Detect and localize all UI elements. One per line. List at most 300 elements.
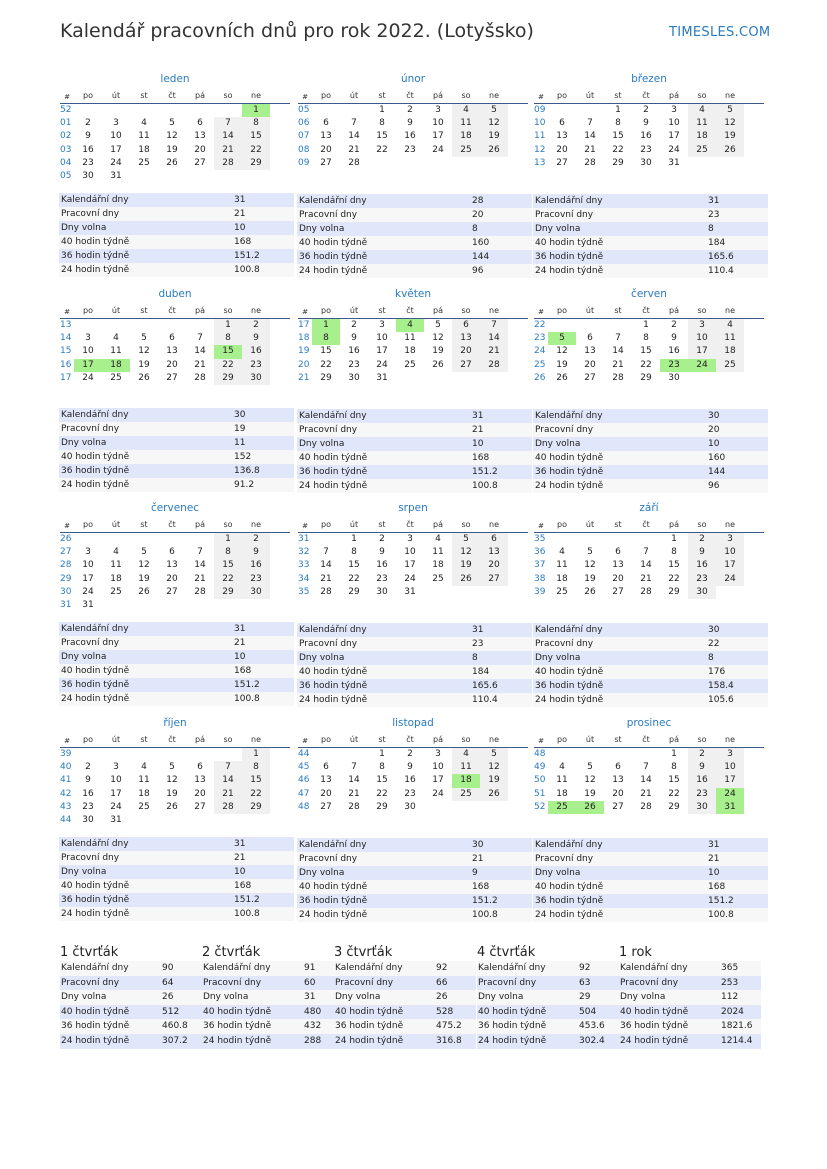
day-cell[interactable] — [604, 533, 632, 546]
day-cell[interactable]: 17 — [376, 346, 388, 357]
day-cell[interactable] — [242, 170, 270, 183]
day-cell[interactable]: 8 — [242, 761, 270, 774]
day-cell[interactable]: 24 — [110, 157, 122, 168]
day-cell[interactable]: 1 — [312, 319, 340, 332]
day-cell[interactable]: 19 — [452, 559, 480, 572]
day-cell[interactable] — [632, 533, 660, 546]
day-cell[interactable]: 21 — [194, 359, 206, 370]
day-cell[interactable]: 5 — [141, 333, 147, 344]
day-cell[interactable]: 12 — [138, 560, 150, 571]
day-cell[interactable] — [452, 586, 480, 599]
day-cell[interactable] — [548, 533, 576, 546]
day-cell[interactable] — [396, 157, 424, 170]
day-cell[interactable]: 19 — [166, 788, 178, 799]
day-cell[interactable]: 8 — [643, 333, 649, 344]
day-cell[interactable]: 10 — [716, 761, 744, 774]
day-cell[interactable]: 22 — [242, 788, 270, 801]
day-cell[interactable]: 16 — [404, 131, 416, 142]
day-cell[interactable]: 13 — [480, 546, 508, 559]
day-cell[interactable]: 3 — [85, 547, 91, 558]
day-cell[interactable] — [452, 157, 480, 170]
day-cell[interactable]: 29 — [668, 801, 680, 812]
day-cell[interactable]: 12 — [452, 546, 480, 559]
day-cell[interactable]: 12 — [480, 761, 508, 774]
day-cell[interactable]: 3 — [671, 105, 677, 115]
day-cell[interactable]: 10 — [110, 131, 122, 142]
day-cell[interactable]: 10 — [404, 547, 416, 558]
day-cell[interactable]: 21 — [214, 144, 242, 157]
day-cell[interactable] — [130, 748, 158, 761]
day-cell[interactable]: 17 — [82, 573, 94, 584]
day-cell[interactable]: 12 — [584, 775, 596, 786]
day-cell[interactable]: 8 — [671, 547, 677, 558]
day-cell[interactable]: 21 — [640, 788, 652, 799]
day-cell[interactable]: 30 — [242, 372, 270, 385]
day-cell[interactable]: 22 — [376, 144, 388, 155]
day-cell[interactable] — [158, 533, 186, 546]
day-cell[interactable]: 16 — [82, 788, 94, 799]
day-cell[interactable]: 3 — [716, 748, 744, 761]
day-cell[interactable]: 17 — [432, 775, 444, 786]
day-cell[interactable]: 27 — [194, 801, 206, 812]
day-cell[interactable]: 17 — [74, 359, 102, 372]
day-cell[interactable]: 18 — [688, 130, 716, 143]
day-cell[interactable]: 30 — [242, 586, 270, 599]
day-cell[interactable] — [548, 748, 576, 761]
day-cell[interactable] — [74, 748, 102, 761]
day-cell[interactable]: 21 — [348, 788, 360, 799]
day-cell[interactable]: 20 — [166, 573, 178, 584]
day-cell[interactable]: 23 — [82, 801, 94, 812]
day-cell[interactable] — [242, 599, 270, 612]
day-cell[interactable] — [340, 104, 368, 117]
day-cell[interactable]: 26 — [480, 788, 508, 801]
day-cell[interactable]: 23 — [688, 573, 716, 586]
day-cell[interactable]: 8 — [312, 332, 340, 345]
day-cell[interactable]: 24 — [432, 788, 444, 799]
day-cell[interactable]: 19 — [138, 573, 150, 584]
day-cell[interactable]: 11 — [452, 117, 480, 130]
day-cell[interactable]: 16 — [348, 346, 360, 357]
day-cell[interactable]: 29 — [214, 372, 242, 385]
day-cell[interactable]: 26 — [584, 586, 596, 597]
day-cell[interactable]: 7 — [323, 547, 329, 558]
day-cell[interactable]: 1 — [671, 749, 677, 759]
day-cell[interactable]: 16 — [640, 131, 652, 142]
day-cell[interactable] — [312, 748, 340, 761]
day-cell[interactable]: 28 — [640, 586, 652, 597]
day-cell[interactable]: 13 — [166, 346, 178, 357]
day-cell[interactable]: 18 — [556, 573, 568, 584]
day-cell[interactable]: 14 — [640, 775, 652, 786]
day-cell[interactable] — [576, 104, 604, 117]
day-cell[interactable]: 22 — [320, 359, 332, 370]
day-cell[interactable]: 23 — [376, 573, 388, 584]
day-cell[interactable]: 2 — [407, 105, 413, 115]
day-cell[interactable]: 20 — [166, 359, 178, 370]
day-cell[interactable]: 6 — [452, 319, 480, 332]
day-cell[interactable]: 27 — [452, 359, 480, 372]
day-cell[interactable]: 6 — [197, 762, 203, 773]
day-cell[interactable]: 17 — [404, 560, 416, 571]
day-cell[interactable]: 28 — [348, 157, 360, 168]
day-cell[interactable]: 17 — [432, 131, 444, 142]
day-cell[interactable]: 5 — [169, 118, 175, 129]
day-cell[interactable] — [130, 599, 158, 612]
day-cell[interactable]: 10 — [432, 762, 444, 773]
day-cell[interactable] — [576, 533, 604, 546]
day-cell[interactable]: 18 — [452, 130, 480, 143]
day-cell[interactable]: 6 — [480, 533, 508, 546]
day-cell[interactable]: 1 — [214, 319, 242, 332]
day-cell[interactable]: 5 — [587, 547, 593, 558]
day-cell[interactable]: 20 — [612, 573, 624, 584]
day-cell[interactable]: 24 — [376, 359, 388, 370]
day-cell[interactable]: 25 — [716, 359, 744, 372]
day-cell[interactable]: 11 — [688, 117, 716, 130]
day-cell[interactable]: 30 — [404, 801, 416, 812]
day-cell[interactable]: 10 — [716, 546, 744, 559]
day-cell[interactable]: 14 — [194, 346, 206, 357]
day-cell[interactable]: 2 — [242, 319, 270, 332]
day-cell[interactable]: 20 — [194, 144, 206, 155]
day-cell[interactable] — [186, 104, 214, 117]
day-cell[interactable] — [424, 586, 452, 599]
day-cell[interactable] — [576, 748, 604, 761]
day-cell[interactable]: 5 — [548, 332, 576, 345]
day-cell[interactable]: 13 — [584, 346, 596, 357]
day-cell[interactable]: 22 — [348, 573, 360, 584]
day-cell[interactable]: 30 — [688, 586, 716, 599]
day-cell[interactable]: 8 — [242, 117, 270, 130]
day-cell[interactable]: 27 — [612, 586, 624, 597]
day-cell[interactable]: 3 — [113, 118, 119, 129]
day-cell[interactable] — [368, 157, 396, 170]
day-cell[interactable]: 19 — [480, 130, 508, 143]
day-cell[interactable]: 7 — [197, 333, 203, 344]
day-cell[interactable]: 13 — [320, 131, 332, 142]
day-cell[interactable]: 2 — [351, 320, 357, 330]
day-cell[interactable] — [158, 814, 186, 827]
day-cell[interactable]: 13 — [556, 131, 568, 142]
day-cell[interactable] — [158, 104, 186, 117]
day-cell[interactable]: 18 — [716, 345, 744, 358]
day-cell[interactable]: 19 — [716, 130, 744, 143]
day-cell[interactable] — [102, 599, 130, 612]
day-cell[interactable]: 17 — [668, 131, 680, 142]
day-cell[interactable]: 6 — [615, 547, 621, 558]
day-cell[interactable]: 27 — [166, 586, 178, 597]
day-cell[interactable]: 9 — [671, 333, 677, 344]
day-cell[interactable]: 28 — [194, 372, 206, 383]
day-cell[interactable]: 15 — [242, 774, 270, 787]
day-cell[interactable]: 23 — [82, 157, 94, 168]
day-cell[interactable]: 10 — [376, 333, 388, 344]
day-cell[interactable]: 20 — [612, 788, 624, 799]
day-cell[interactable]: 13 — [612, 560, 624, 571]
day-cell[interactable]: 25 — [110, 586, 122, 597]
day-cell[interactable]: 18 — [404, 346, 416, 357]
day-cell[interactable]: 10 — [668, 118, 680, 129]
day-cell[interactable]: 5 — [452, 533, 480, 546]
day-cell[interactable]: 4 — [559, 547, 565, 558]
day-cell[interactable]: 18 — [138, 788, 150, 799]
day-cell[interactable]: 26 — [432, 359, 444, 370]
day-cell[interactable]: 7 — [587, 118, 593, 129]
day-cell[interactable]: 6 — [323, 762, 329, 773]
day-cell[interactable]: 29 — [242, 801, 270, 814]
day-cell[interactable] — [102, 104, 130, 117]
day-cell[interactable]: 15 — [348, 560, 360, 571]
day-cell[interactable]: 21 — [194, 573, 206, 584]
day-cell[interactable]: 3 — [113, 762, 119, 773]
day-cell[interactable]: 22 — [376, 788, 388, 799]
day-cell[interactable]: 4 — [716, 319, 744, 332]
day-cell[interactable]: 16 — [668, 346, 680, 357]
day-cell[interactable]: 24 — [432, 144, 444, 155]
day-cell[interactable]: 14 — [214, 774, 242, 787]
day-cell[interactable]: 12 — [480, 117, 508, 130]
day-cell[interactable]: 26 — [138, 372, 150, 383]
day-cell[interactable]: 1 — [351, 534, 357, 544]
day-cell[interactable]: 23 — [242, 359, 270, 372]
day-cell[interactable]: 21 — [612, 359, 624, 370]
day-cell[interactable]: 21 — [348, 144, 360, 155]
day-cell[interactable]: 25 — [556, 586, 568, 597]
day-cell[interactable]: 24 — [404, 573, 416, 584]
day-cell[interactable] — [688, 372, 716, 385]
day-cell[interactable]: 24 — [716, 788, 744, 801]
day-cell[interactable] — [214, 170, 242, 183]
day-cell[interactable]: 19 — [584, 573, 596, 584]
day-cell[interactable]: 22 — [668, 788, 680, 799]
day-cell[interactable]: 30 — [688, 801, 716, 814]
day-cell[interactable]: 7 — [643, 547, 649, 558]
day-cell[interactable]: 9 — [242, 546, 270, 559]
day-cell[interactable]: 27 — [166, 372, 178, 383]
day-cell[interactable]: 20 — [584, 359, 596, 370]
day-cell[interactable]: 28 — [348, 801, 360, 812]
day-cell[interactable] — [688, 157, 716, 170]
day-cell[interactable]: 29 — [668, 586, 680, 597]
day-cell[interactable] — [102, 533, 130, 546]
day-cell[interactable]: 27 — [320, 801, 332, 812]
day-cell[interactable]: 4 — [113, 333, 119, 344]
day-cell[interactable] — [74, 104, 102, 117]
day-cell[interactable]: 6 — [169, 333, 175, 344]
day-cell[interactable]: 2 — [407, 749, 413, 759]
day-cell[interactable]: 31 — [716, 801, 744, 814]
day-cell[interactable]: 1 — [615, 105, 621, 115]
day-cell[interactable]: 28 — [612, 372, 624, 383]
day-cell[interactable] — [480, 586, 508, 599]
day-cell[interactable]: 19 — [138, 359, 150, 370]
day-cell[interactable]: 14 — [214, 130, 242, 143]
day-cell[interactable]: 7 — [643, 762, 649, 773]
day-cell[interactable]: 4 — [452, 748, 480, 761]
day-cell[interactable]: 2 — [688, 533, 716, 546]
day-cell[interactable]: 11 — [556, 560, 568, 571]
day-cell[interactable]: 14 — [612, 346, 624, 357]
day-cell[interactable]: 11 — [138, 775, 150, 786]
day-cell[interactable]: 11 — [138, 131, 150, 142]
day-cell[interactable] — [130, 104, 158, 117]
day-cell[interactable]: 13 — [612, 775, 624, 786]
day-cell[interactable]: 12 — [166, 131, 178, 142]
day-cell[interactable]: 15 — [214, 559, 242, 572]
day-cell[interactable]: 18 — [432, 560, 444, 571]
day-cell[interactable]: 10 — [110, 775, 122, 786]
day-cell[interactable]: 13 — [452, 332, 480, 345]
day-cell[interactable]: 5 — [480, 748, 508, 761]
day-cell[interactable]: 12 — [432, 333, 444, 344]
day-cell[interactable] — [548, 104, 576, 117]
day-cell[interactable]: 26 — [716, 144, 744, 157]
day-cell[interactable]: 24 — [82, 372, 94, 383]
day-cell[interactable]: 1 — [643, 320, 649, 330]
day-cell[interactable]: 4 — [688, 104, 716, 117]
day-cell[interactable]: 7 — [351, 118, 357, 129]
day-cell[interactable] — [604, 319, 632, 332]
day-cell[interactable] — [424, 801, 452, 814]
day-cell[interactable]: 27 — [584, 372, 596, 383]
day-cell[interactable] — [214, 814, 242, 827]
day-cell[interactable] — [312, 533, 340, 546]
day-cell[interactable]: 30 — [376, 586, 388, 597]
day-cell[interactable]: 16 — [242, 559, 270, 572]
day-cell[interactable]: 7 — [351, 762, 357, 773]
day-cell[interactable]: 7 — [214, 117, 242, 130]
day-cell[interactable] — [130, 319, 158, 332]
day-cell[interactable]: 14 — [348, 131, 360, 142]
day-cell[interactable]: 23 — [660, 359, 688, 372]
day-cell[interactable]: 30 — [668, 372, 680, 383]
day-cell[interactable]: 4 — [396, 319, 424, 332]
day-cell[interactable]: 28 — [214, 801, 242, 814]
day-cell[interactable]: 26 — [576, 801, 604, 814]
day-cell[interactable]: 10 — [432, 118, 444, 129]
day-cell[interactable]: 9 — [379, 547, 385, 558]
day-cell[interactable]: 4 — [452, 104, 480, 117]
day-cell[interactable]: 20 — [194, 788, 206, 799]
day-cell[interactable]: 17 — [688, 345, 716, 358]
day-cell[interactable]: 27 — [612, 801, 624, 812]
day-cell[interactable]: 1 — [379, 105, 385, 115]
day-cell[interactable]: 7 — [480, 319, 508, 332]
day-cell[interactable]: 23 — [404, 788, 416, 799]
day-cell[interactable]: 2 — [643, 105, 649, 115]
day-cell[interactable]: 4 — [113, 547, 119, 558]
day-cell[interactable]: 6 — [615, 762, 621, 773]
day-cell[interactable]: 28 — [194, 586, 206, 597]
day-cell[interactable]: 15 — [214, 345, 242, 358]
day-cell[interactable]: 23 — [242, 573, 270, 586]
day-cell[interactable]: 2 — [671, 320, 677, 330]
day-cell[interactable] — [186, 599, 214, 612]
day-cell[interactable]: 19 — [432, 346, 444, 357]
day-cell[interactable]: 8 — [214, 546, 242, 559]
day-cell[interactable]: 9 — [407, 118, 413, 129]
day-cell[interactable] — [130, 170, 158, 183]
day-cell[interactable]: 5 — [480, 104, 508, 117]
day-cell[interactable]: 29 — [242, 157, 270, 170]
day-cell[interactable]: 7 — [214, 761, 242, 774]
day-cell[interactable] — [716, 157, 744, 170]
day-cell[interactable] — [480, 801, 508, 814]
day-cell[interactable] — [214, 599, 242, 612]
day-cell[interactable] — [186, 319, 214, 332]
day-cell[interactable] — [548, 319, 576, 332]
day-cell[interactable]: 22 — [242, 144, 270, 157]
day-cell[interactable] — [480, 372, 508, 385]
day-cell[interactable]: 5 — [141, 547, 147, 558]
day-cell[interactable]: 25 — [452, 144, 480, 157]
day-cell[interactable]: 23 — [404, 144, 416, 155]
day-cell[interactable]: 1 — [379, 749, 385, 759]
day-cell[interactable]: 8 — [615, 118, 621, 129]
day-cell[interactable]: 5 — [587, 762, 593, 773]
day-cell[interactable]: 9 — [85, 131, 91, 142]
day-cell[interactable]: 30 — [82, 170, 94, 181]
day-cell[interactable]: 29 — [320, 372, 332, 383]
day-cell[interactable]: 19 — [556, 359, 568, 370]
day-cell[interactable]: 13 — [320, 775, 332, 786]
day-cell[interactable] — [74, 319, 102, 332]
day-cell[interactable]: 20 — [452, 345, 480, 358]
day-cell[interactable]: 24 — [668, 144, 680, 155]
day-cell[interactable]: 29 — [348, 586, 360, 597]
day-cell[interactable]: 9 — [688, 546, 716, 559]
day-cell[interactable]: 14 — [348, 775, 360, 786]
day-cell[interactable]: 21 — [584, 144, 596, 155]
day-cell[interactable]: 2 — [85, 762, 91, 773]
day-cell[interactable]: 25 — [452, 788, 480, 801]
day-cell[interactable]: 31 — [82, 599, 94, 610]
day-cell[interactable]: 28 — [214, 157, 242, 170]
day-cell[interactable]: 26 — [166, 801, 178, 812]
day-cell[interactable]: 26 — [556, 372, 568, 383]
day-cell[interactable]: 28 — [480, 359, 508, 372]
day-cell[interactable]: 13 — [194, 131, 206, 142]
day-cell[interactable]: 8 — [351, 547, 357, 558]
day-cell[interactable]: 29 — [376, 801, 388, 812]
day-cell[interactable]: 4 — [141, 762, 147, 773]
day-cell[interactable]: 29 — [612, 157, 624, 168]
day-cell[interactable]: 19 — [584, 788, 596, 799]
day-cell[interactable]: 1 — [242, 748, 270, 761]
day-cell[interactable]: 25 — [110, 372, 122, 383]
day-cell[interactable] — [312, 104, 340, 117]
day-cell[interactable]: 30 — [82, 814, 94, 825]
day-cell[interactable]: 25 — [404, 359, 416, 370]
day-cell[interactable] — [396, 372, 424, 385]
day-cell[interactable] — [452, 372, 480, 385]
day-cell[interactable]: 3 — [435, 105, 441, 115]
day-cell[interactable]: 15 — [668, 775, 680, 786]
day-cell[interactable] — [340, 748, 368, 761]
day-cell[interactable]: 10 — [82, 560, 94, 571]
day-cell[interactable]: 18 — [556, 788, 568, 799]
day-cell[interactable]: 27 — [320, 157, 332, 168]
day-cell[interactable]: 4 — [141, 118, 147, 129]
day-cell[interactable]: 18 — [138, 144, 150, 155]
day-cell[interactable]: 11 — [432, 547, 444, 558]
day-cell[interactable]: 23 — [348, 359, 360, 370]
day-cell[interactable] — [576, 319, 604, 332]
day-cell[interactable]: 20 — [480, 559, 508, 572]
day-cell[interactable] — [452, 801, 480, 814]
day-cell[interactable]: 12 — [584, 560, 596, 571]
